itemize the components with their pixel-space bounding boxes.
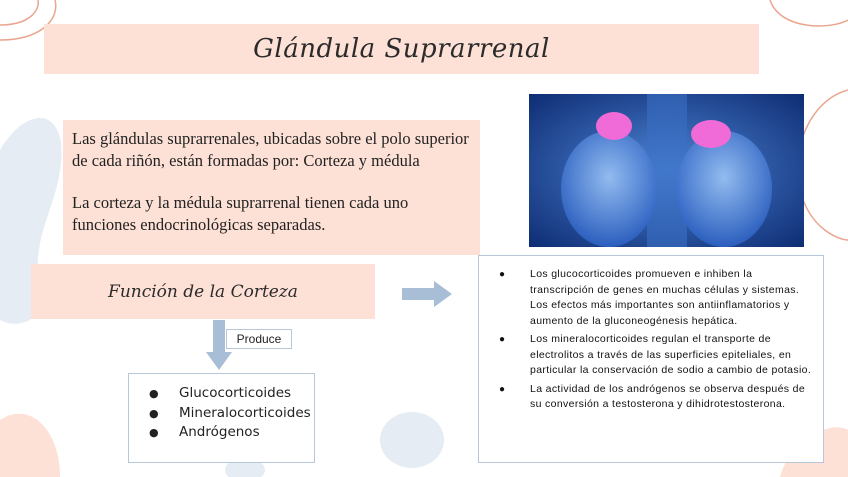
decor-line-right bbox=[797, 90, 848, 240]
detail-item: ● La actividad de los andrógenos se observa después de su conversión a testosterona y dihidrotestosterona. bbox=[530, 382, 815, 413]
adrenal-gland-image bbox=[529, 94, 804, 247]
decor-line-top-right bbox=[770, 0, 848, 26]
function-title: Función de la Corteza bbox=[108, 281, 298, 302]
produce-label-box bbox=[226, 329, 292, 349]
kidney-left bbox=[561, 131, 657, 247]
decor-blob-bottom-left bbox=[0, 414, 60, 477]
details-list bbox=[479, 256, 823, 413]
detail-item: ● Los mineralocorticoides regulan el transporte de electrolitos a través de las superficies epiteliales, en particular la conservación de sodio a cambio de potasio. bbox=[530, 332, 815, 379]
produce-label: Produce bbox=[236, 332, 282, 346]
intro-paragraph-2: La corteza y la médula suprarrenal tienen cada uno funciones endocrinológicas separadas. bbox=[72, 193, 409, 234]
function-title-box bbox=[31, 264, 375, 319]
decor-blob-bottom-center bbox=[380, 412, 444, 468]
detail-item: ● Los glucocorticoides promueven e inhiben la transcripción de genes en muchas células y sistemas. Los efectos más importantes son antiinflamatorios y aumento de la gluconeogénesis hepática. bbox=[530, 267, 815, 329]
hormone-item: ● Andrógenos bbox=[179, 423, 314, 443]
intro-text-box bbox=[63, 120, 480, 255]
decor-line-top-left-2 bbox=[0, 0, 38, 25]
hormone-list bbox=[129, 374, 314, 443]
hormone-list-box bbox=[128, 373, 315, 463]
title-banner bbox=[44, 24, 759, 74]
gland-left bbox=[596, 112, 632, 140]
arrow-right-icon bbox=[402, 281, 452, 307]
intro-paragraph-1: Las glándulas suprarrenales, ubicadas sobre el polo superior de cada riñón, están formadas por: Corteza y médula bbox=[72, 129, 469, 170]
gland-right bbox=[691, 120, 731, 148]
kidney-right bbox=[676, 131, 772, 247]
details-box bbox=[478, 255, 824, 463]
page-title: Glándula Suprarrenal bbox=[253, 34, 550, 64]
hormone-item: ● Mineralocorticoides bbox=[179, 404, 314, 424]
hormone-item: ● Glucocorticoides bbox=[179, 384, 314, 404]
